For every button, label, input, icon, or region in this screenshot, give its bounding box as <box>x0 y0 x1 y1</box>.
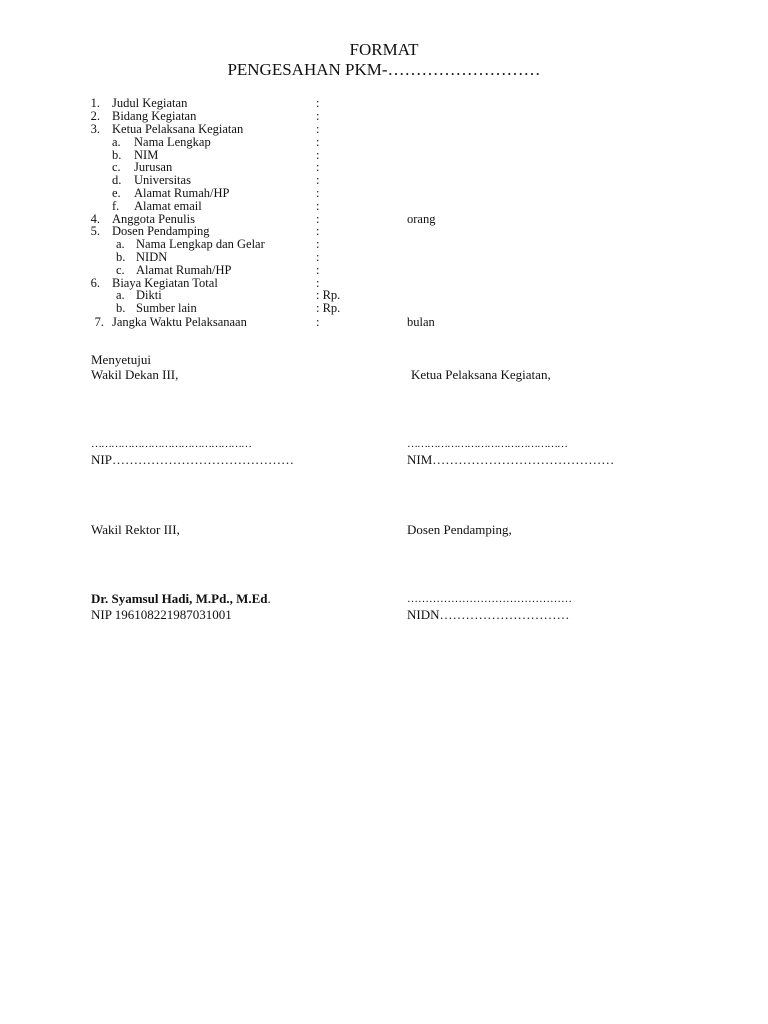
form-subtitle: PENGESAHAN PKM-……………………… <box>227 60 541 79</box>
ketua-title: Ketua Pelaksana Kegiatan, <box>411 367 551 382</box>
ketua-name-line: ………………………………………… <box>407 438 567 450</box>
ketua-nim: NIM…………………………………… <box>407 452 615 467</box>
form-title: FORMAT <box>349 40 419 59</box>
wr3-name-text: Dr. Syamsul Hadi, M.Pd., M.Ed <box>91 591 268 606</box>
wd3-title: Wakil Dekan III, <box>91 367 179 382</box>
wd3-nip: NIP…………………………………… <box>91 452 294 467</box>
wr3-title: Wakil Rektor III, <box>91 522 180 537</box>
dosen-title: Dosen Pendamping, <box>407 522 512 537</box>
approve-label: Menyetujui <box>91 352 151 367</box>
dosen-nidn: NIDN………………………… <box>407 607 570 622</box>
wd3-name-line: ………………………………………… <box>91 438 251 450</box>
dosen-name-line: ……………………………………… <box>407 593 572 605</box>
wr3-nip: NIP 196108221987031001 <box>91 607 232 622</box>
wr3-name <box>91 592 271 606</box>
wr3-name-period: . <box>267 591 271 606</box>
